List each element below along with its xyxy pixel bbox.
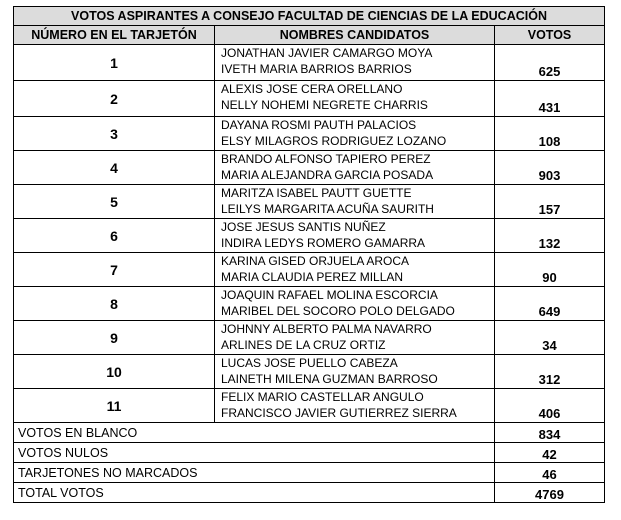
candidate-votes: 406 <box>495 389 605 423</box>
candidate-name-1: MARITZA ISABEL PAUTT GUETTE <box>221 186 412 200</box>
candidate-row <box>14 45 605 81</box>
candidate-number: 2 <box>14 81 215 117</box>
candidate-name-2: NELLY NOHEMI NEGRETE CHARRIS <box>221 98 428 112</box>
candidate-names <box>215 117 495 151</box>
candidate-row <box>14 253 605 287</box>
candidate-number: 10 <box>14 355 215 389</box>
summary-row <box>14 423 605 443</box>
candidate-votes: 649 <box>495 287 605 321</box>
summary-value: 46 <box>495 463 605 483</box>
candidate-number: 3 <box>14 117 215 151</box>
candidate-votes: 625 <box>495 45 605 81</box>
candidate-name-1: LUCAS JOSE PUELLO CABEZA <box>221 356 398 370</box>
candidate-row <box>14 321 605 355</box>
header-number: NÚMERO EN EL TARJETÓN <box>14 26 215 45</box>
candidate-row <box>14 287 605 321</box>
candidate-votes: 108 <box>495 117 605 151</box>
candidate-row <box>14 185 605 219</box>
summary-row <box>14 483 605 503</box>
candidate-name-1: JONATHAN JAVIER CAMARGO MOYA <box>221 46 433 60</box>
candidate-name-2: INDIRA LEDYS ROMERO GAMARRA <box>221 236 426 250</box>
summary-value: 4769 <box>495 483 605 503</box>
candidate-number: 1 <box>14 45 215 81</box>
candidate-number: 5 <box>14 185 215 219</box>
summary-row <box>14 443 605 463</box>
candidate-names <box>215 81 495 117</box>
candidate-votes: 157 <box>495 185 605 219</box>
candidate-name-1: JOSE JESUS SANTIS NUÑEZ <box>221 220 386 234</box>
votes-table <box>13 6 605 503</box>
candidate-row <box>14 355 605 389</box>
candidate-names <box>215 151 495 185</box>
candidate-votes: 903 <box>495 151 605 185</box>
candidate-name-2: MARIA ALEJANDRA GARCIA POSADA <box>221 168 434 182</box>
summary-value: 834 <box>495 423 605 443</box>
header-row <box>14 26 605 45</box>
summary-label: VOTOS NULOS <box>14 443 495 463</box>
candidate-number: 7 <box>14 253 215 287</box>
candidate-name-2: FRANCISCO JAVIER GUTIERREZ SIERRA <box>221 406 457 420</box>
candidate-name-2: LAINETH MILENA GUZMAN BARROSO <box>221 372 438 386</box>
summary-value: 42 <box>495 443 605 463</box>
candidate-name-1: FELIX MARIO CASTELLAR ANGULO <box>221 390 424 404</box>
candidate-names <box>215 389 495 423</box>
candidate-names <box>215 45 495 81</box>
candidate-name-1: KARINA GISED ORJUELA AROCA <box>221 254 410 268</box>
candidate-names <box>215 253 495 287</box>
candidate-row <box>14 81 605 117</box>
header-votes: VOTOS <box>495 26 605 45</box>
summary-label: TOTAL VOTOS <box>14 483 495 503</box>
candidate-name-2: IVETH MARIA BARRIOS BARRIOS <box>221 62 412 76</box>
candidate-row <box>14 151 605 185</box>
candidate-row <box>14 389 605 423</box>
summary-label: VOTOS EN BLANCO <box>14 423 495 443</box>
candidate-name-1: JOAQUIN RAFAEL MOLINA ESCORCIA <box>221 288 438 302</box>
candidate-votes: 90 <box>495 253 605 287</box>
candidate-number: 6 <box>14 219 215 253</box>
candidate-name-2: MARIBEL DEL SOCORO POLO DELGADO <box>221 304 455 318</box>
candidate-name-1: BRANDO ALFONSO TAPIERO PEREZ <box>221 152 431 166</box>
candidate-name-1: DAYANA ROSMI PAUTH PALACIOS <box>221 118 417 132</box>
candidate-number: 11 <box>14 389 215 423</box>
candidate-row <box>14 219 605 253</box>
candidate-number: 9 <box>14 321 215 355</box>
candidate-number: 4 <box>14 151 215 185</box>
candidate-name-1: ALEXIS JOSE CERA ORELLANO <box>221 82 403 96</box>
candidate-votes: 132 <box>495 219 605 253</box>
candidate-votes: 431 <box>495 81 605 117</box>
candidate-names <box>215 185 495 219</box>
summary-label: TARJETONES NO MARCADOS <box>14 463 495 483</box>
header-names: NOMBRES CANDIDATOS <box>215 26 495 45</box>
candidate-names <box>215 321 495 355</box>
summary-row <box>14 463 605 483</box>
candidate-names <box>215 287 495 321</box>
candidate-names <box>215 355 495 389</box>
candidate-name-2: ELSY MILAGROS RODRIGUEZ LOZANO <box>221 134 447 148</box>
candidate-name-2: LEILYS MARGARITA ACUÑA SAURITH <box>221 202 434 216</box>
title-row <box>14 7 605 26</box>
candidate-row <box>14 117 605 151</box>
candidate-name-2: MARIA CLAUDIA PEREZ MILLAN <box>221 270 404 284</box>
candidate-name-2: ARLINES DE LA CRUZ ORTIZ <box>221 338 386 352</box>
candidate-number: 8 <box>14 287 215 321</box>
candidate-name-1: JOHNNY ALBERTO PALMA NAVARRO <box>221 322 432 336</box>
candidate-votes: 312 <box>495 355 605 389</box>
table-title: VOTOS ASPIRANTES A CONSEJO FACULTAD DE CIENCIAS DE LA EDUCACIÓN <box>14 7 605 26</box>
candidate-votes: 34 <box>495 321 605 355</box>
candidate-names <box>215 219 495 253</box>
